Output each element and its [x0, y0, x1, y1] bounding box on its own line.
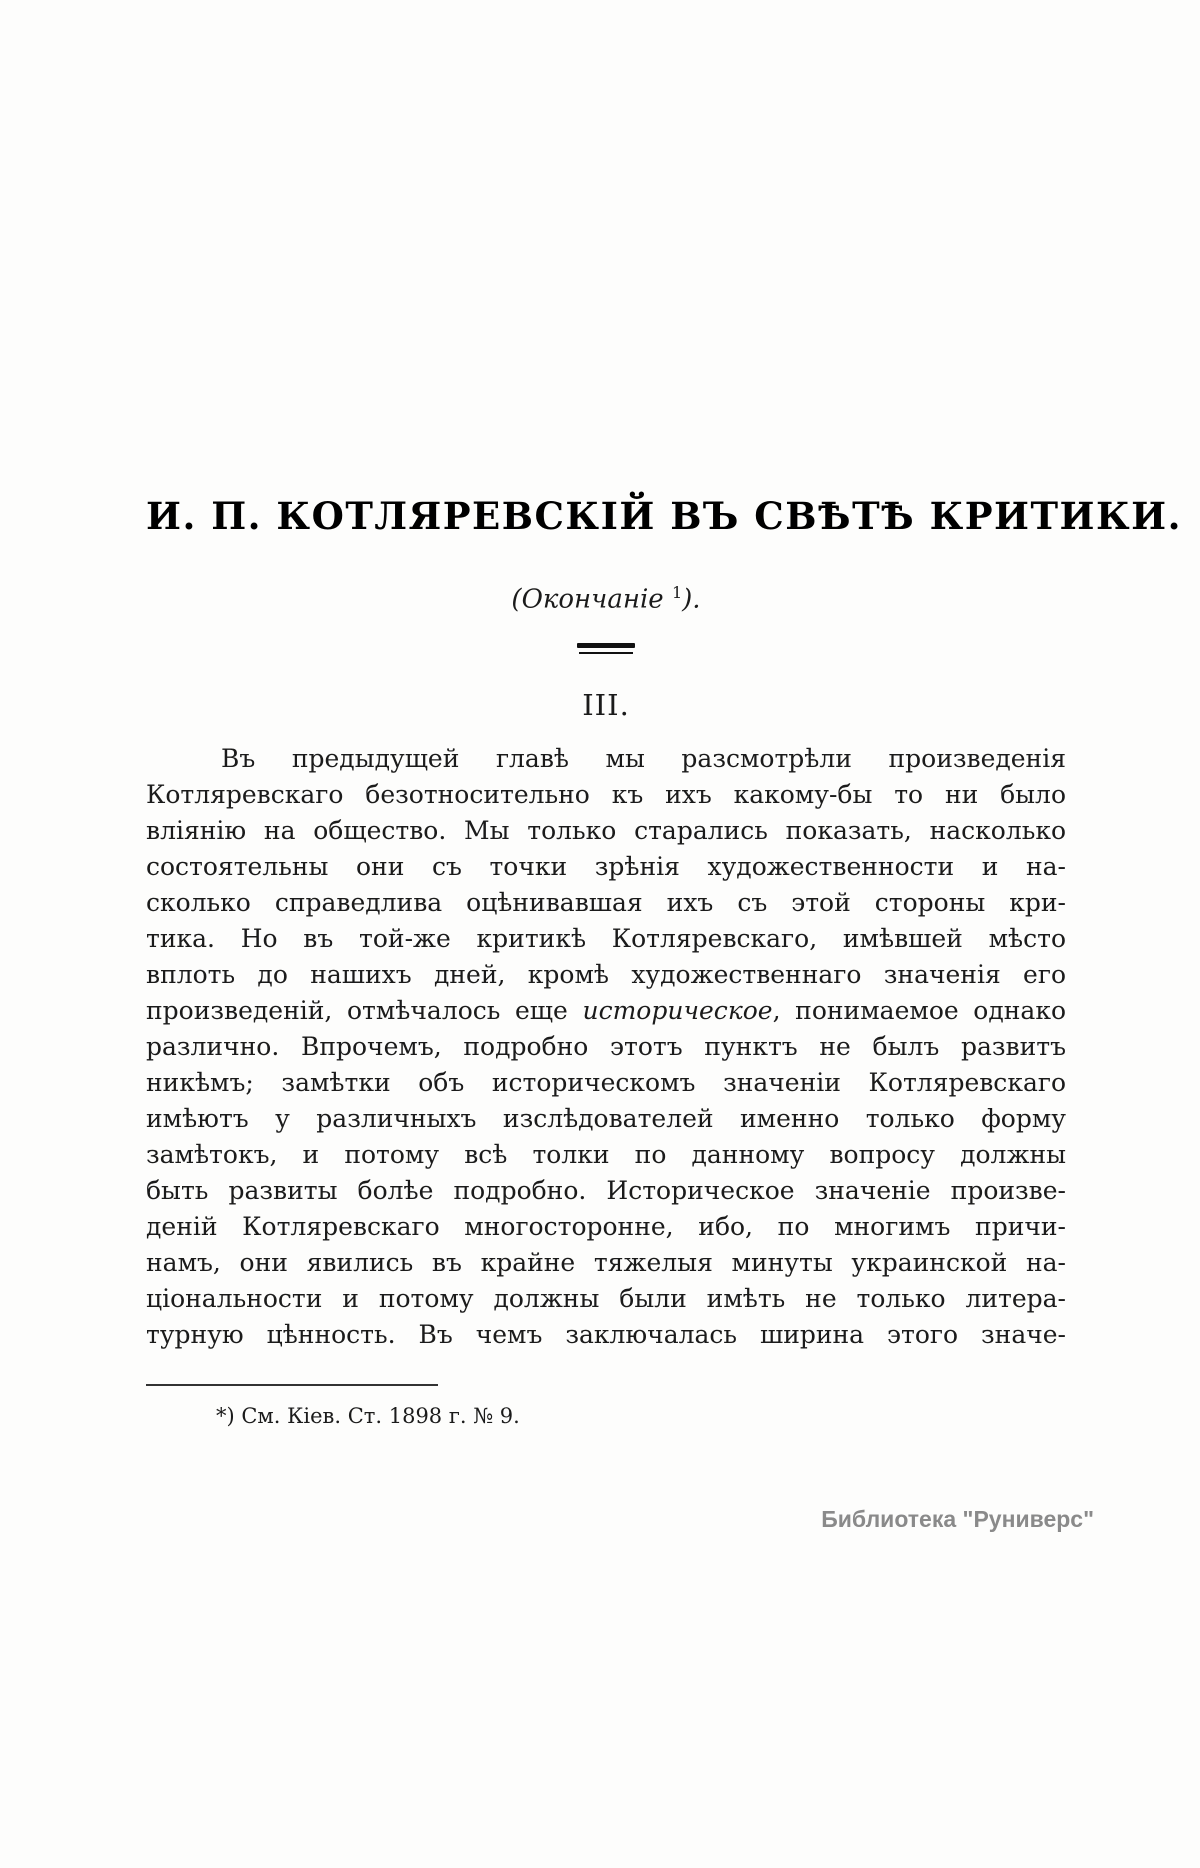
text-segment: быть развиты болѣе подробно. Историческое значеніе произве- [146, 1176, 1066, 1205]
text-segment: состоятельны они съ точки зрѣнія художественности и на- [146, 852, 1066, 881]
text-segment: , понимаемое однако [772, 996, 1066, 1025]
paragraph-line [146, 993, 1066, 1029]
footnote: *) См. Кіев. Ст. 1898 г. № 9. [216, 1404, 520, 1428]
paragraph-line [146, 849, 1066, 885]
paragraph-line [146, 1281, 1066, 1317]
paragraph-line [146, 1317, 1066, 1353]
paragraph-line [146, 885, 1066, 921]
section-divider [146, 643, 1066, 654]
paragraph-line [146, 777, 1066, 813]
text-segment: замѣтокъ, и потому всѣ толки по данному вопросу должны [146, 1140, 1066, 1169]
footnote-reference: 1 [671, 583, 683, 602]
paragraph-line [146, 1245, 1066, 1281]
text-segment: турную цѣнность. Въ чемъ заключалась ширина этого значе- [146, 1320, 1066, 1349]
paragraph-line [146, 1065, 1066, 1101]
paragraph-line [146, 1029, 1066, 1065]
paragraph-line [146, 957, 1066, 993]
paragraph-line [146, 1101, 1066, 1137]
library-watermark: Библиотека "Руниверс" [821, 1506, 1094, 1532]
divider-thick-bar [577, 643, 635, 648]
text-block [146, 0, 1182, 1868]
text-segment: сколько справедлива оцѣнивавшая ихъ съ этой стороны кри- [146, 888, 1066, 917]
text-segment: Котляревскаго безотносительно къ ихъ какому-бы то ни было [146, 780, 1066, 809]
divider-thin-bar [579, 652, 633, 654]
paragraph-line [146, 1137, 1066, 1173]
text-segment: имѣютъ у различныхъ изслѣдователей именно только форму [146, 1104, 1066, 1133]
paragraph-line [146, 1173, 1066, 1209]
text-segment: произведеній, отмѣчалось еще [146, 996, 583, 1025]
text-segment: Въ предыдущей главѣ мы разсмотрѣли произведенія [221, 744, 1066, 773]
text-segment: вліянію на общество. Мы только старались показать, насколько [146, 816, 1066, 845]
text-segment: вплоть до нашихъ дней, кромѣ художественнаго значенія его [146, 960, 1066, 989]
paragraph [146, 741, 1066, 1353]
chapter-number: III. [582, 688, 630, 722]
subtitle-text: (Окончаніе [511, 584, 672, 615]
page-title: И. П. КОТЛЯРЕВСКІЙ ВЪ СВѢТѢ КРИТИКИ. [146, 494, 1182, 538]
text-segment: тика. Но въ той-же критикѣ Котляревскаго, имѣвшей мѣсто [146, 924, 1066, 953]
paragraph-line [146, 1209, 1066, 1245]
paragraph-line [146, 921, 1066, 957]
italic-text-segment: историческое [582, 996, 773, 1025]
subtitle-close: ). [682, 584, 701, 615]
text-segment: намъ, они явились въ крайне тяжелыя минуты украинской на- [146, 1248, 1066, 1277]
paragraph-line [146, 741, 1066, 777]
subtitle [146, 583, 1066, 615]
footnote-rule [146, 1384, 438, 1386]
text-segment: ціональности и потому должны были имѣть не только литера- [146, 1284, 1066, 1313]
text-segment: различно. Впрочемъ, подробно этотъ пунктъ не былъ развитъ [146, 1032, 1066, 1061]
text-segment: деній Котляревскаго многосторонне, ибо, по многимъ причи- [146, 1212, 1066, 1241]
paragraph-line [146, 813, 1066, 849]
text-segment: никѣмъ; замѣтки объ историческомъ значеніи Котляревскаго [146, 1068, 1066, 1097]
